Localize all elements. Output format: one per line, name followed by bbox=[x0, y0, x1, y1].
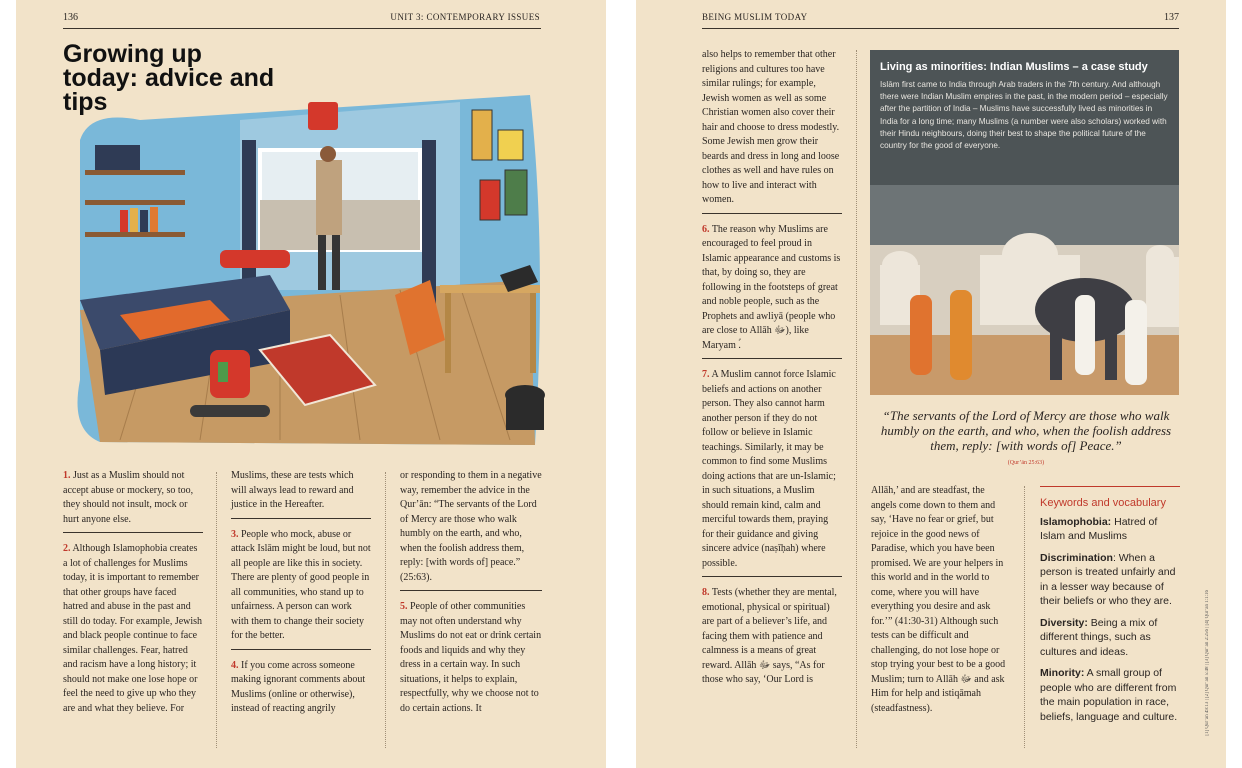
column-divider bbox=[856, 50, 857, 748]
page-number: 137 bbox=[1164, 12, 1179, 23]
column-divider bbox=[216, 472, 217, 748]
skateboard bbox=[190, 405, 270, 417]
right-page bbox=[636, 0, 1226, 768]
footnote-references: [1] Qur’ān 49:13 | [2] Qur’ān 5:48 | [3] Qur’ān 2:256 | [4] Qur’ān 1:1:16 bbox=[1205, 590, 1210, 736]
keyword-item: Islamophobia: Hatred of Islam and Muslims bbox=[1040, 515, 1158, 542]
running-head: BEING MUSLIM TODAY bbox=[702, 12, 808, 22]
running-head: UNIT 3: CONTEMPORARY ISSUES bbox=[390, 12, 540, 22]
keyword-item: Minority: A small group of people who are different from the main population in race, beliefs, language and culture. bbox=[1040, 667, 1178, 723]
case-study-box bbox=[870, 50, 1179, 395]
curtain-right bbox=[422, 140, 436, 305]
text-column-3: or responding to them in a negative way, remember the advice in the Qur’ān: “The servants of the Lord of Mercy are those who walk humbly on the earth, and who, when the foolish address them, reply: [with words of] peace.” (25:63). 5. People of other communities may not often understand why Muslims do not eat or drink certain foods and liquids and why they dress in a certain way. In such situations, it helps to explain, respectfully, why we choose not to do certain actions. It bbox=[400, 470, 542, 714]
keywords-box bbox=[1040, 486, 1180, 731]
left-page bbox=[16, 0, 606, 768]
quote-source: (Qur’ān 25:63) bbox=[1007, 460, 1045, 466]
column-divider bbox=[1024, 486, 1025, 748]
lamp-shade bbox=[308, 102, 338, 130]
keyword-item: Discrimination: When a person is treated unfairly and in a lesser way because of their beliefs or who they are. bbox=[1040, 551, 1176, 607]
column-divider bbox=[385, 472, 386, 748]
case-study-title: Living as minorities: Indian Muslims – a case study bbox=[880, 61, 1148, 73]
header-rule bbox=[702, 28, 1179, 29]
case-study-illustration bbox=[870, 185, 1179, 395]
poster bbox=[472, 110, 492, 160]
case-study-text: Islām first came to India through Arab traders in the 7th century. And although there were Indian Muslim empires in the past, in the modern period – especially after the partition of India – Muslims have successfully lived as minorities in India for a long time; many Muslims (a number were also scholars) worked with their Hindu neighbours, doing their best to shape the political future of the country for the good of everyone. bbox=[880, 80, 1168, 151]
curtain-left bbox=[242, 140, 256, 300]
page-number: 136 bbox=[63, 12, 78, 23]
person bbox=[316, 160, 342, 235]
text-column-5: Allāh,’ and are steadfast, the angels come down to them and say, ‘Have no fear or grief, but rejoice in the good news of Paradise, which you have been promised. We are your helpers in this world and in the world to come, where you will have everything you desire and ask for.’” (41:30-31) Although such tests can be difficult and challenging, do not lose hope or stop trying your best to be a good Muslim; turn to Allāh ﷻ and ask Him for help and istiqāmah (steadfastness). bbox=[871, 485, 1006, 714]
text-column-4: also helps to remember that other religions and cultures too have similar rulings; for example, Jewish women as well as some Christian women also cover their hair and choose to dress modestly. Some Jewish men grow their beards and dress in long and loose clothes as well and have rules on how to live and interact with women. 6. The reason why Muslims are encouraged to feel proud in Islamic appearance and customs is that, by doing so, they are following in the footsteps of great and noble people, such as the Prophets and awliyā (people who are close to Allāh ﷻ), like Maryam ؑ. 7. A Muslim cannot force Islamic beliefs and actions on another person. They also cannot harm another person if they do not follow or believe in Islamic teachings. Similarly, it may be common to find some Muslims doing actions that are un-Islamic; in such situations, a Muslim should remain kind, calm and merciful towards them, praying for their guidance and giving sincere advice (naṣīḥah) where possible. 8. Tests (whether they are mental, emotional, physical or spiritual) are part of a believer’s life, and facing them with patience and calmness is a means of great reward. Allāh ﷻ says, “As for those who say, ‘Our Lord is bbox=[702, 49, 841, 685]
backpack bbox=[210, 350, 250, 398]
shelf bbox=[85, 170, 185, 175]
keywords-title: Keywords and vocabulary bbox=[1040, 486, 1180, 511]
bedroom-illustration bbox=[60, 50, 547, 448]
text-column-1: 1. Just as a Muslim should not accept abuse or mockery, so too, they should not insult, mock or hurt anyone else. 2. Although Islamophobia creates a lot of challenges for Muslims today, it is important to remember that other groups have faced hatred and abuse in the past and still do today. For example, Jewish and black people continue to face similar challenges. Fear, hatred and racism have a long history; it should not make one lose hope or feel the need to give up who they are and what they believe. For bbox=[63, 470, 203, 714]
page-title: Growing up today: advice and tips bbox=[63, 40, 275, 116]
header-rule bbox=[63, 28, 541, 29]
pull-quote: “The servants of the Lord of Mercy are those who walk humbly on the earth, and who, when the foolish address them, reply: [with words of] Peace.” bbox=[880, 408, 1172, 453]
keyword-item: Diversity: Being a mix of different things, such as cultures and ideas. bbox=[1040, 616, 1158, 658]
text-column-2: Muslims, these are tests which will always lead to reward and justice in the Hereafter. 3. People who mock, abuse or attack Islām might be loud, but not all people are like this in society. There are plenty of good people in all communities, who stand up to unfairness. A person can work with them to change their society for the better. 4. If you come across someone making ignorant comments about Muslims (online or otherwise), instead of reacting angrily bbox=[231, 470, 371, 714]
